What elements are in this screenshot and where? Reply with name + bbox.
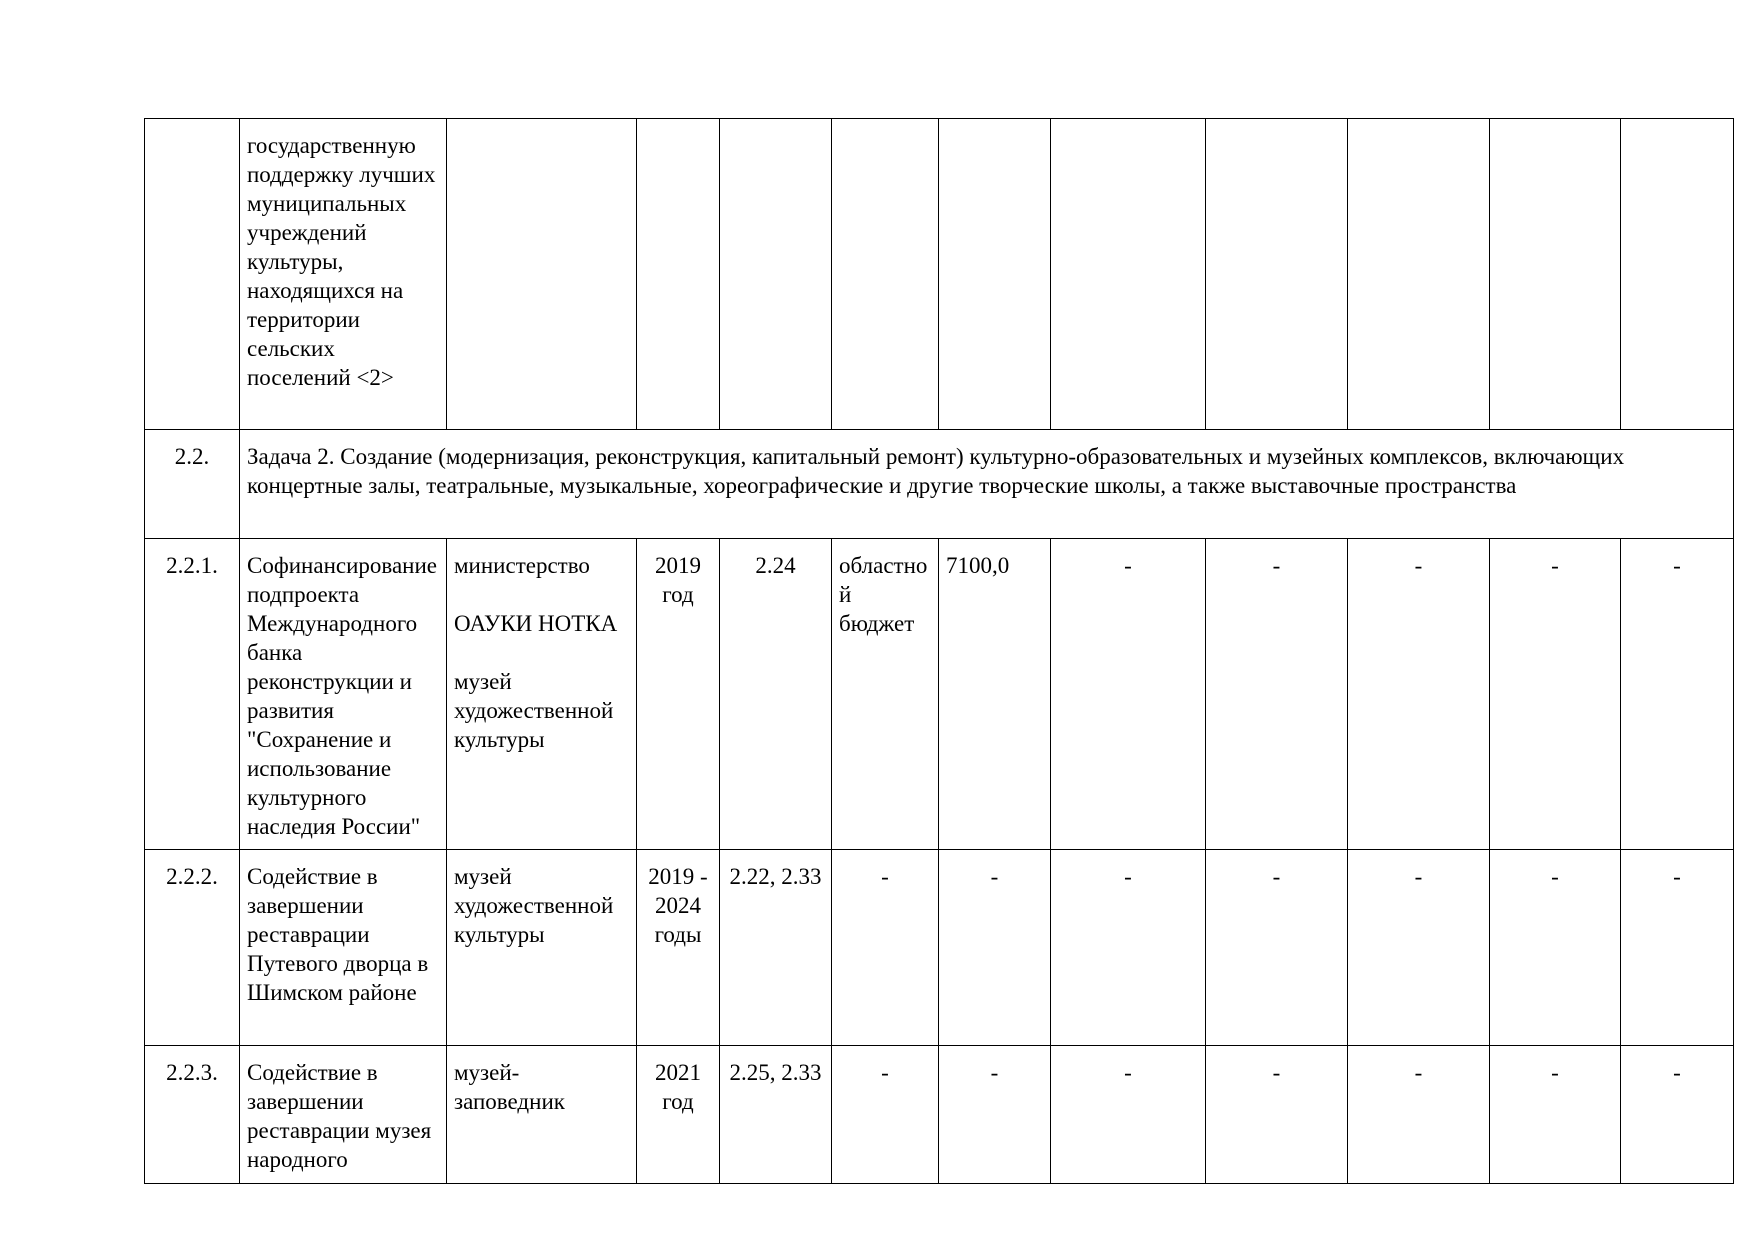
activity-name: Содействие в завершении реставрации музея народного (240, 1046, 447, 1184)
value-cell: - (1348, 1046, 1490, 1184)
value-cell: - (1051, 539, 1206, 850)
indicator: 2.22, 2.33 (720, 850, 832, 1046)
value-cell: - (1051, 1046, 1206, 1184)
table-row (145, 850, 1734, 1046)
row-number: 2.2.1. (145, 539, 240, 850)
table-row (145, 119, 1734, 430)
value-cell: 7100,0 (939, 539, 1051, 850)
value-cell: - (1206, 539, 1348, 850)
value-cell: - (1621, 1046, 1734, 1184)
activity-name: государственную поддержку лучших муниципальных учреждений культуры, находящихся на территории сельских поселений <2> (240, 119, 447, 430)
row-number (145, 119, 240, 430)
value-cell: - (1206, 850, 1348, 1046)
period: 2019 год (637, 539, 720, 850)
period: 2019 - 2024 годы (637, 850, 720, 1046)
value-cell: - (1490, 539, 1621, 850)
funding-source: - (832, 1046, 939, 1184)
program-activities-table (144, 118, 1734, 1184)
value-cell: - (1621, 850, 1734, 1046)
funding-source: - (832, 850, 939, 1046)
executor: министерство ОАУКИ НОТКА музей художественной культуры (447, 539, 637, 850)
row-number: 2.2.3. (145, 1046, 240, 1184)
value-cell (1621, 119, 1734, 430)
value-cell: - (939, 850, 1051, 1046)
value-cell: - (1206, 1046, 1348, 1184)
value-cell: - (1051, 850, 1206, 1046)
indicator: 2.24 (720, 539, 832, 850)
task-title: Задача 2. Создание (модернизация, реконструкция, капитальный ремонт) культурно-образовательных и музейных комплексов, включающих концертные залы, театральные, музыкальные, хореографические и другие творческие школы, а также выставочные пространства (240, 430, 1734, 539)
funding-source: областной бюджет (832, 539, 939, 850)
table-row-task (145, 430, 1734, 539)
task-number: 2.2. (145, 430, 240, 539)
period: 2021 год (637, 1046, 720, 1184)
row-number: 2.2.2. (145, 850, 240, 1046)
value-cell: - (1490, 850, 1621, 1046)
value-cell: - (1621, 539, 1734, 850)
value-cell: - (1348, 539, 1490, 850)
table-row (145, 539, 1734, 850)
value-cell: - (1348, 850, 1490, 1046)
activity-name: Софинансирование подпроекта Международного банка реконструкции и развития "Сохранение и использование культурного наследия России" (240, 539, 447, 850)
indicator: 2.25, 2.33 (720, 1046, 832, 1184)
indicator (720, 119, 832, 430)
value-cell (1348, 119, 1490, 430)
value-cell: - (939, 1046, 1051, 1184)
period (637, 119, 720, 430)
value-cell (1206, 119, 1348, 430)
value-cell (1051, 119, 1206, 430)
value-cell (939, 119, 1051, 430)
value-cell: - (1490, 1046, 1621, 1184)
executor: музей художественной культуры (447, 850, 637, 1046)
executor: музей-заповедник (447, 1046, 637, 1184)
activity-name: Содействие в завершении реставрации Путевого дворца в Шимском районе (240, 850, 447, 1046)
funding-source (832, 119, 939, 430)
executor (447, 119, 637, 430)
table-row (145, 1046, 1734, 1184)
value-cell (1490, 119, 1621, 430)
